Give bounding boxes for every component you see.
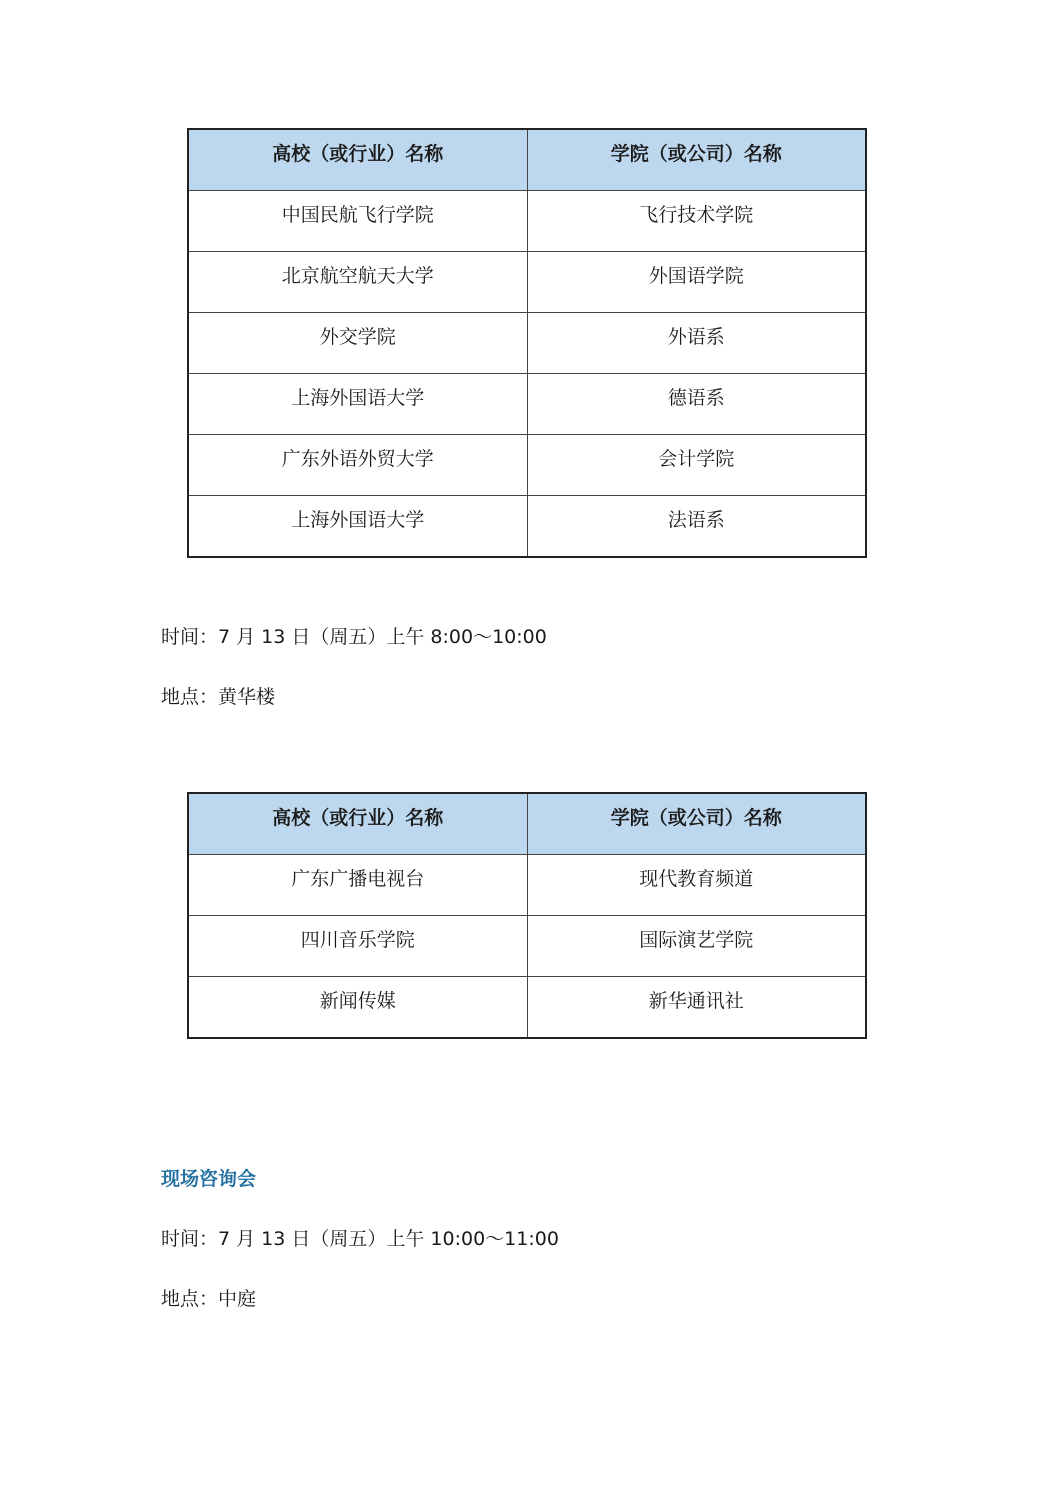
table-row [188,191,866,252]
cell-college: 会计学院 [527,435,866,496]
header-university: 高校（或行业）名称 [188,793,527,855]
cell-college: 新华通讯社 [527,977,866,1039]
table-header-row [188,793,866,855]
cell-college: 外国语学院 [527,252,866,313]
institutions-table-2 [187,792,867,1039]
cell-college: 国际演艺学院 [527,916,866,977]
cell-college: 法语系 [527,496,866,558]
table-row [188,977,866,1039]
table-header-row [188,129,866,191]
cell-university: 新闻传媒 [188,977,527,1039]
cell-college: 飞行技术学院 [527,191,866,252]
cell-university: 广东广播电视台 [188,855,527,916]
header-college: 学院（或公司）名称 [527,129,866,191]
table-row [188,855,866,916]
consultation-place: 地点：中庭 [161,1288,257,1310]
table-row [188,916,866,977]
cell-university: 北京航空航天大学 [188,252,527,313]
cell-university: 中国民航飞行学院 [188,191,527,252]
table-row [188,435,866,496]
consultation-heading: 现场咨询会 [161,1168,257,1190]
cell-university: 四川音乐学院 [188,916,527,977]
cell-college: 外语系 [527,313,866,374]
table-row [188,496,866,558]
cell-university: 广东外语外贸大学 [188,435,527,496]
institutions-table-1 [187,128,867,558]
table-row [188,374,866,435]
consultation-time: 时间：7 月 13 日（周五）上午 10:00～11:00 [161,1228,559,1250]
cell-university: 外交学院 [188,313,527,374]
table-row [188,313,866,374]
header-college: 学院（或公司）名称 [527,793,866,855]
cell-college: 现代教育频道 [527,855,866,916]
table-row [188,252,866,313]
session1-place: 地点：黄华楼 [161,686,276,708]
cell-college: 德语系 [527,374,866,435]
cell-university: 上海外国语大学 [188,496,527,558]
session1-time: 时间：7 月 13 日（周五）上午 8:00～10:00 [161,626,547,648]
cell-university: 上海外国语大学 [188,374,527,435]
header-university: 高校（或行业）名称 [188,129,527,191]
